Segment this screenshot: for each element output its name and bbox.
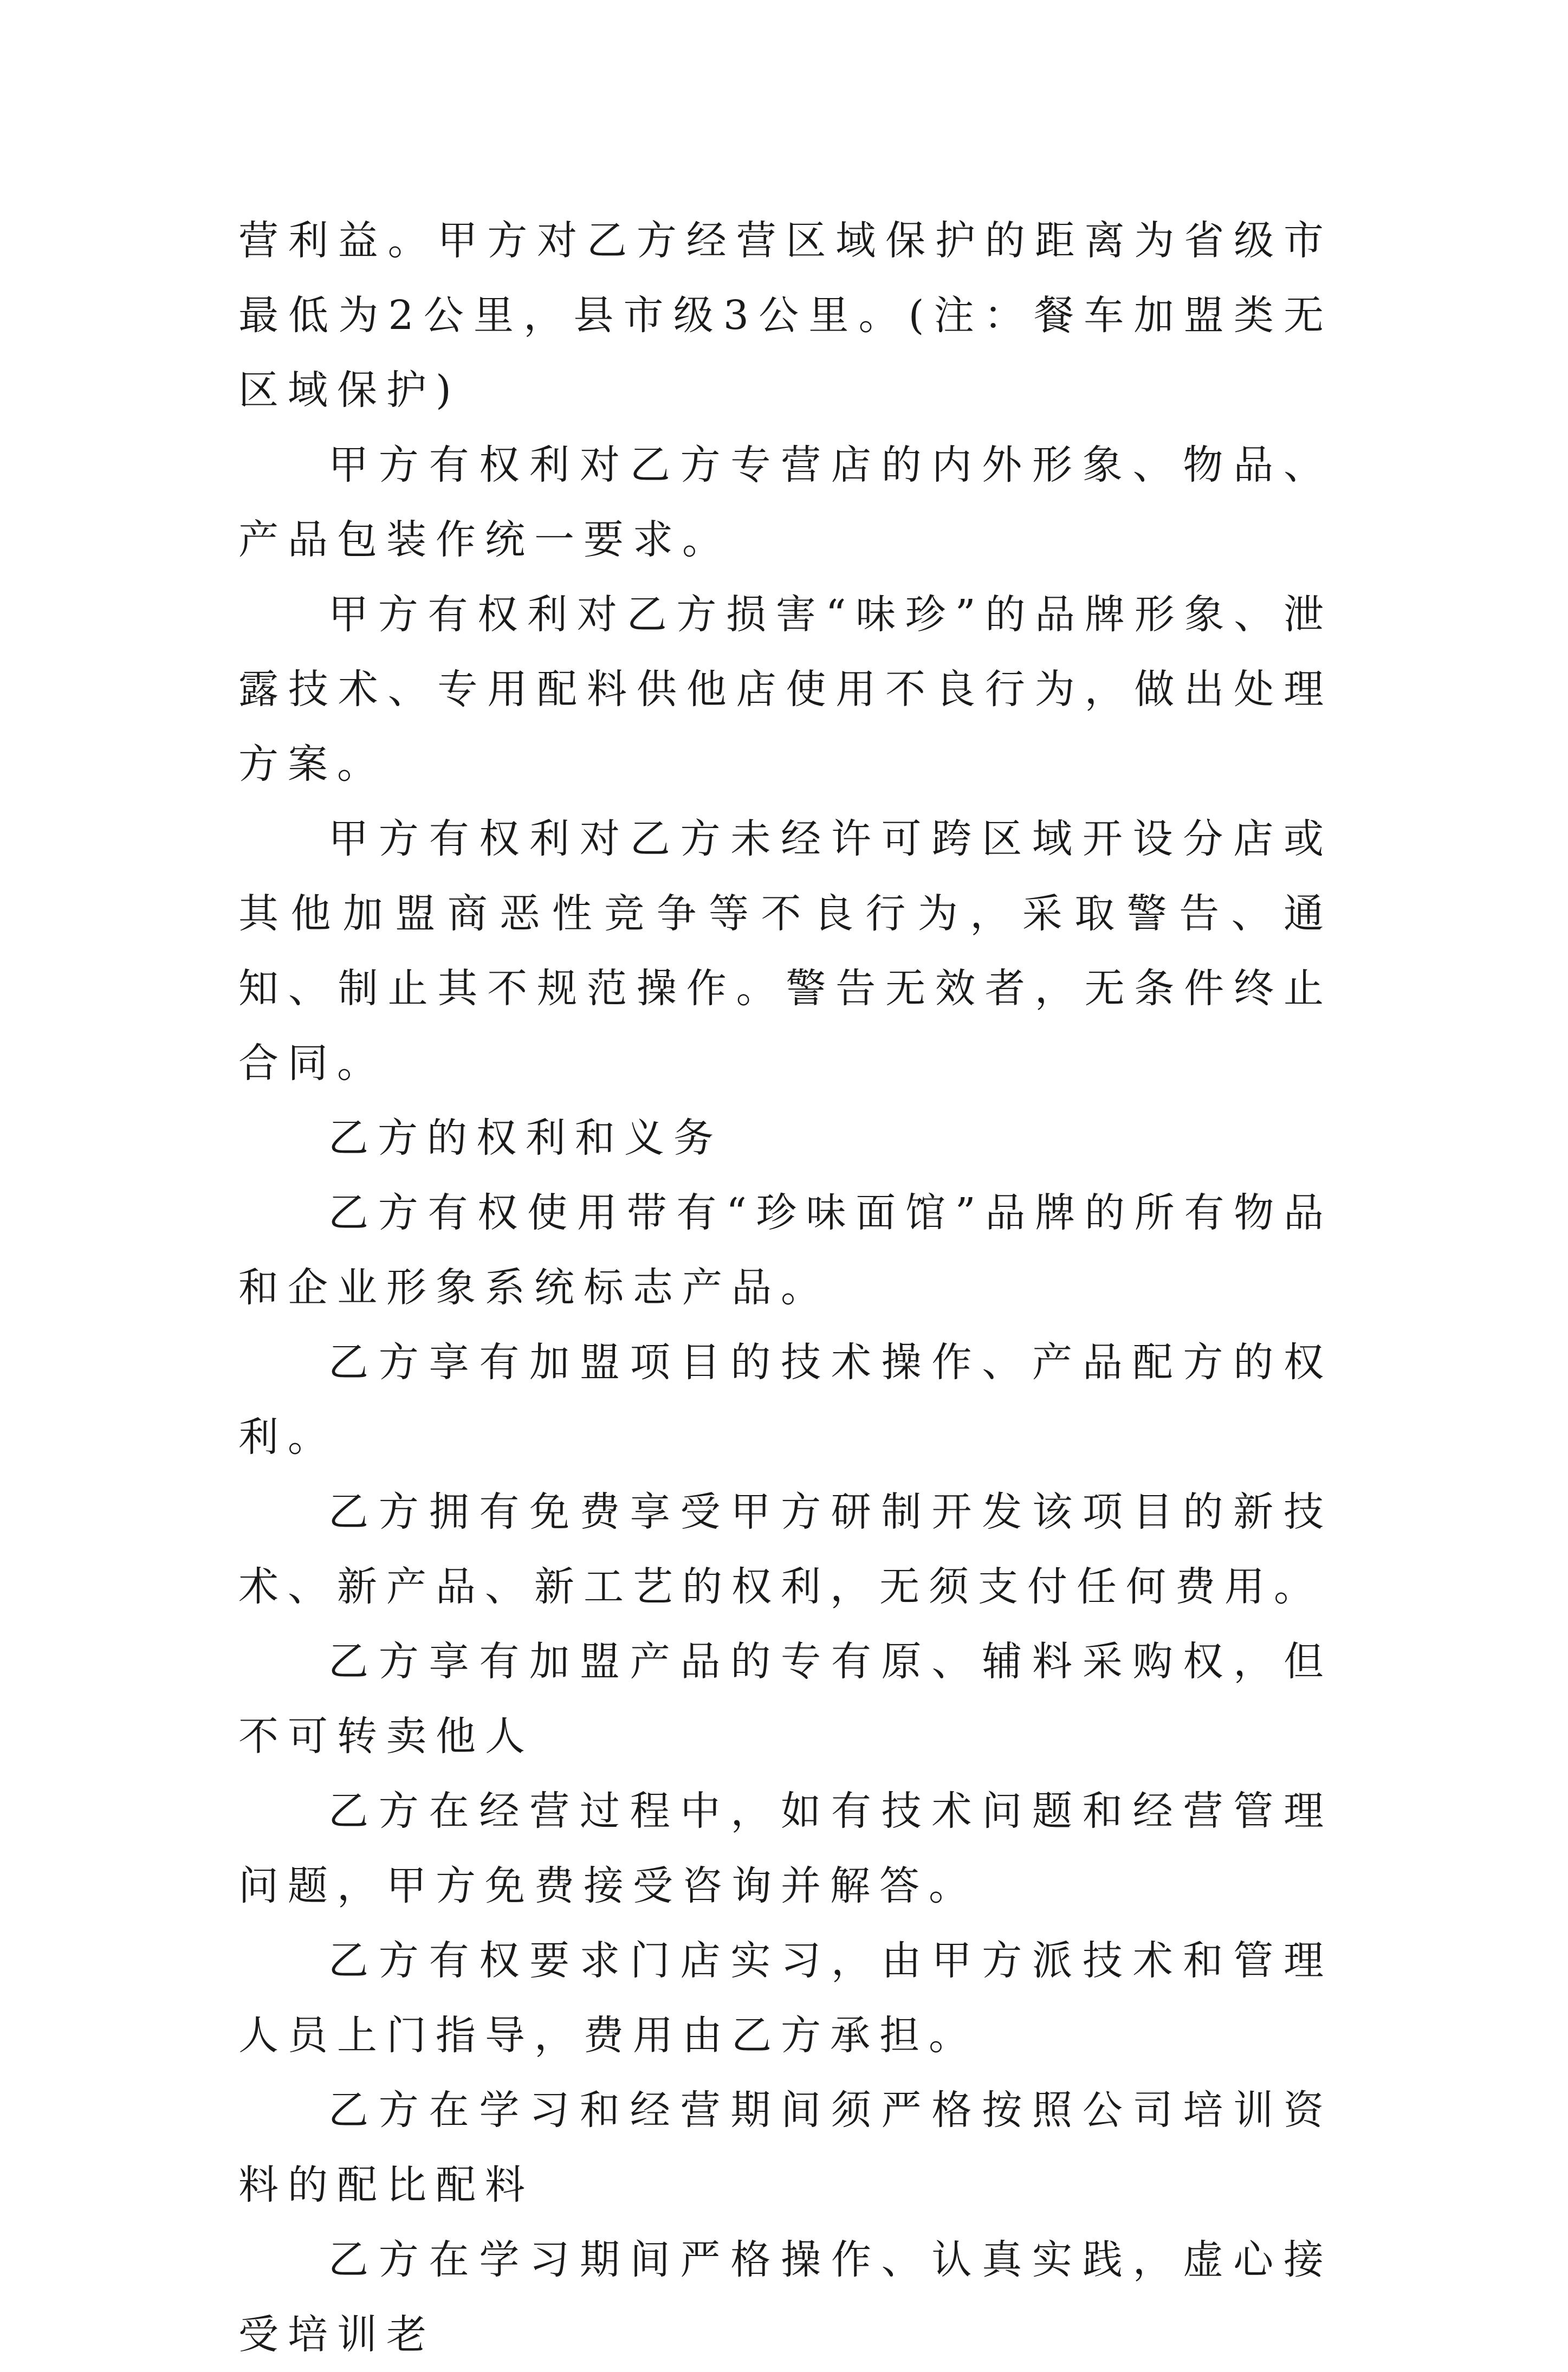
paragraph: 乙方在经营过程中，如有技术问题和经营管理问题，甲方免费接受咨询并解答。 (238, 1788, 1333, 1909)
paragraph-continuation: 营利益。甲方对乙方经营区域保护的距离为省级市最低为2公里，县市级3公里。(注：餐车加盟类无区域保护) (238, 217, 1333, 413)
paragraph: 甲方有权利对乙方损害“味珍”的品牌形象、泄露技术、专用配料供他店使用不良行为，做出处理方案。 (238, 591, 1333, 787)
paragraph: 甲方有权利对乙方专营店的内外形象、物品、产品包装作统一要求。 (238, 442, 1333, 563)
paragraph: 甲方有权利对乙方未经许可跨区域开设分店或其他加盟商恶性竞争等不良行为，采取警告、通知、制止其不规范操作。警告无效者，无条件终止合同。 (238, 816, 1333, 1087)
paragraph: 乙方拥有免费享受甲方研制开发该项目的新技术、新产品、新工艺的权利，无须支付任何费用。 (238, 1489, 1333, 1610)
paragraph: 乙方享有加盟产品的专有原、辅料采购权，但不可转卖他人 (238, 1638, 1333, 1760)
paragraph: 乙方在学习期间严格操作、认真实践，虚心接受培训老 (238, 2237, 1333, 2358)
paragraph: 乙方有权要求门店实习，由甲方派技术和管理人员上门指导，费用由乙方承担。 (238, 1937, 1333, 2059)
paragraph: 乙方享有加盟项目的技术操作、产品配方的权利。 (238, 1339, 1333, 1460)
paragraph: 乙方在学习和经营期间须严格按照公司培训资料的配比配料 (238, 2087, 1333, 2208)
document-body (238, 203, 1333, 2372)
section-heading: 乙方的权利和义务 (328, 1115, 723, 1161)
paragraph: 乙方有权使用带有“珍味面馆”品牌的所有物品和企业形象系统标志产品。 (238, 1190, 1333, 1311)
